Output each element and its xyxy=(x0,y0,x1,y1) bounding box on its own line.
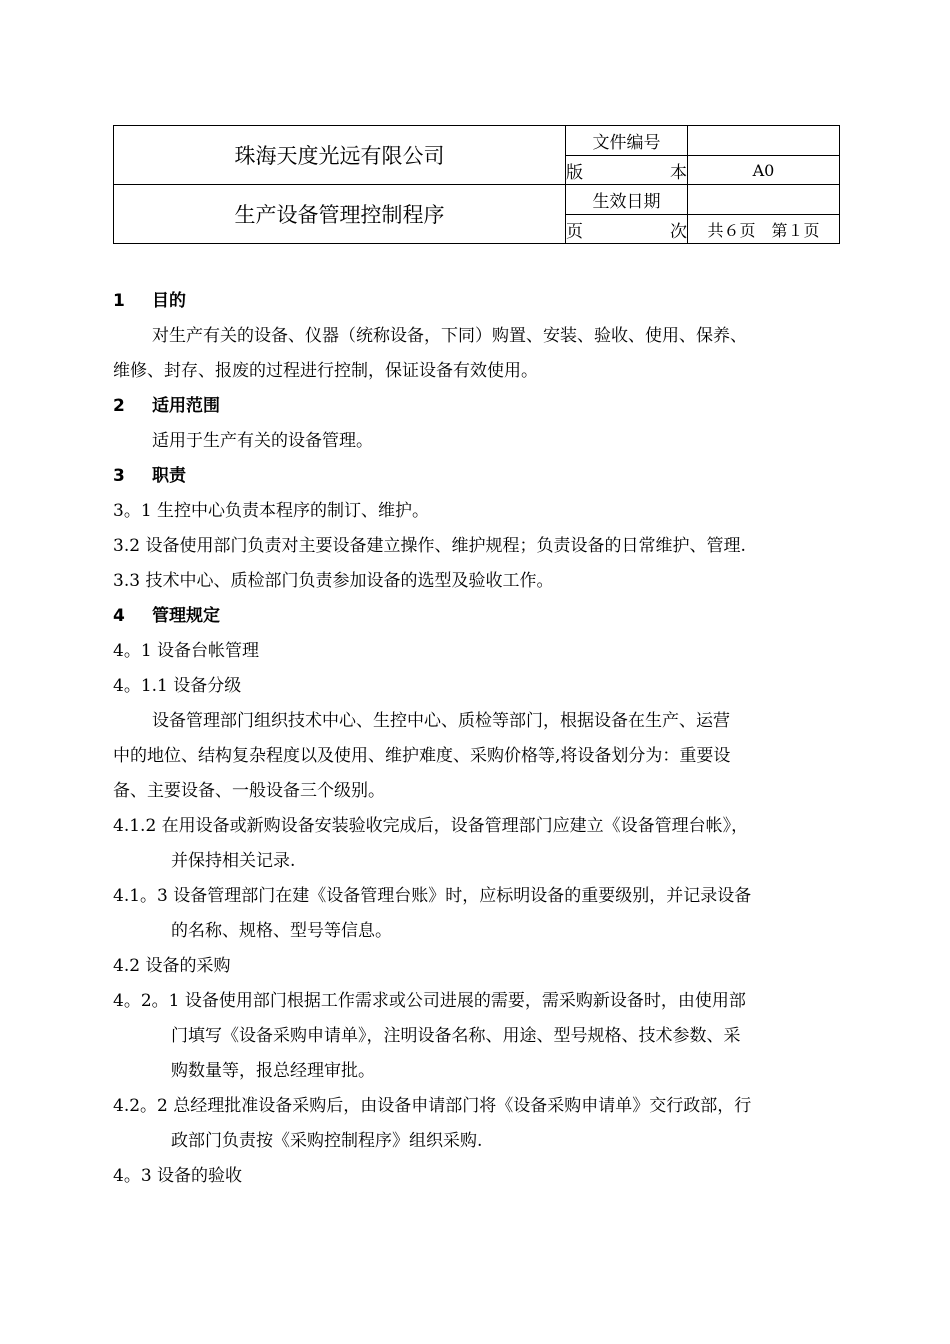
section-1-heading: 1 目的 xyxy=(113,291,186,311)
clause-continuation: 门填写《设备采购申请单》，注明设备名称、用途、型号规格、技术参数、采 xyxy=(171,1026,741,1046)
version-label: 版 本 xyxy=(566,156,688,185)
paragraph: 适用于生产有关的设备管理。 xyxy=(152,431,373,451)
clause-3-3: 3.3 技术中心、质检部门负责参加设备的选型及验收工作。 xyxy=(113,571,554,591)
effective-date-label: 生效日期 xyxy=(566,185,688,215)
clause-3-1: 3。1 生控中心负责本程序的制订、维护。 xyxy=(113,501,430,521)
clause-4-2: 4.2 设备的采购 xyxy=(113,956,231,976)
paragraph: 对生产有关的设备、仪器（统称设备，下同）购置、安装、验收、使用、保养、 xyxy=(152,326,747,346)
page-count-value: 共６页 第１页 xyxy=(688,215,840,244)
paragraph: 备、主要设备、一般设备三个级别。 xyxy=(113,781,385,801)
version-value: A0 xyxy=(688,156,840,185)
file-number-label: 文件编号 xyxy=(566,126,688,156)
clause-continuation: 并保持相关记录. xyxy=(171,851,296,871)
clause-continuation: 政部门负责按《采购控制程序》组织采购. xyxy=(171,1131,483,1151)
clause-4-1: 4。1 设备台帐管理 xyxy=(113,641,260,661)
clause-4-1-1: 4。1.1 设备分级 xyxy=(113,676,242,696)
section-2-heading: 2 适用范围 xyxy=(113,396,220,416)
paragraph: 设备管理部门组织技术中心、生控中心、质检等部门，根据设备在生产、运营 xyxy=(152,711,730,731)
section-3-heading: 3 职责 xyxy=(113,466,186,486)
document-body xyxy=(113,284,853,1194)
clause-4-2-2: 4.2。2 总经理批准设备采购后，由设备申请部门将《设备采购申请单》交行政部，行 xyxy=(113,1096,752,1116)
clause-3-2: 3.2 设备使用部门负责对主要设备建立操作、维护规程；负责设备的日常维护、管理. xyxy=(113,536,746,556)
clause-continuation: 的名称、规格、型号等信息。 xyxy=(171,921,392,941)
section-4-heading: 4 管理规定 xyxy=(113,606,220,626)
clause-4-2-1: 4。2。1 设备使用部门根据工作需求或公司进展的需要，需采购新设备时，由使用部 xyxy=(113,991,746,1011)
paragraph: 中的地位、结构复杂程度以及使用、维护难度、采购价格等,将设备划分为：重要设 xyxy=(113,746,731,766)
document-title: 生产设备管理控制程序 xyxy=(114,185,566,244)
clause-continuation: 购数量等，报总经理审批。 xyxy=(171,1061,375,1081)
clause-4-1-2: 4.1.2 在用设备或新购设备安装验收完成后，设备管理部门应建立《设备管理台帐》， xyxy=(113,816,749,836)
clause-4-1-3: 4.1。3 设备管理部门在建《设备管理台账》时，应标明设备的重要级别，并记录设备 xyxy=(113,886,752,906)
effective-date-value xyxy=(688,185,840,215)
page-label: 页 次 xyxy=(566,215,688,244)
clause-4-3: 4。3 设备的验收 xyxy=(113,1166,243,1186)
file-number-value xyxy=(688,126,840,156)
paragraph: 维修、封存、报废的过程进行控制，保证设备有效使用。 xyxy=(113,361,538,381)
company-name: 珠海天度光远有限公司 xyxy=(114,126,566,185)
document-header-table xyxy=(113,125,840,244)
